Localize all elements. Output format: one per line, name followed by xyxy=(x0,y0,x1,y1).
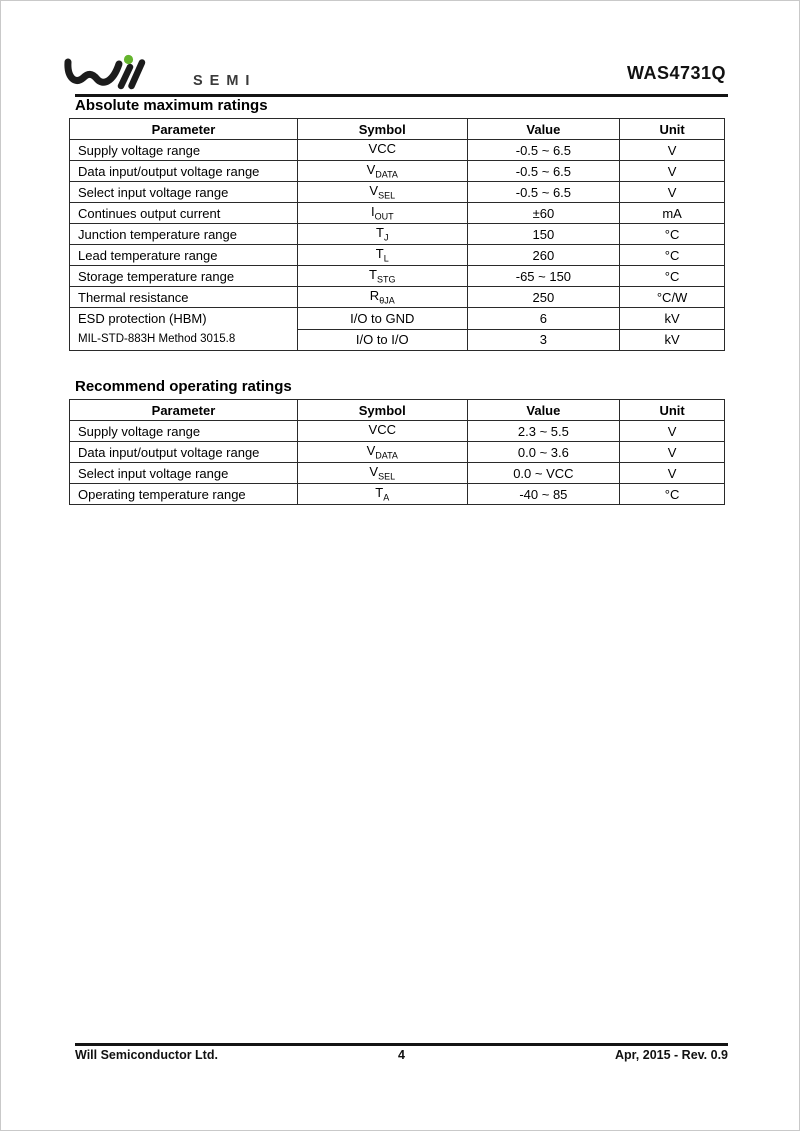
table-row xyxy=(70,442,725,463)
parameter-cell: Data input/output voltage range xyxy=(70,442,298,463)
col-header-symbol: Symbol xyxy=(297,400,467,421)
symbol-cell: I/O to GND xyxy=(297,308,467,330)
absolute-max-ratings-table xyxy=(69,118,725,351)
value-cell: 0.0 ~ VCC xyxy=(467,463,620,484)
symbol-sub: θJA xyxy=(379,295,395,306)
unit-cell: °C xyxy=(620,484,725,505)
symbol-base: T xyxy=(375,246,384,262)
parameter-cell: Supply voltage range xyxy=(70,140,298,161)
table-row xyxy=(70,182,725,203)
parameter-cell: Supply voltage range xyxy=(70,421,298,442)
value-cell: 150 xyxy=(467,224,620,245)
symbol-sub: SEL xyxy=(378,471,396,482)
value-cell: ±60 xyxy=(467,203,620,224)
esd-line1: ESD protection (HBM) xyxy=(78,311,207,326)
symbol-sub: L xyxy=(383,253,389,264)
symbol-base: I xyxy=(370,204,375,220)
symbol-cell xyxy=(297,287,467,308)
parameter-cell: Select input voltage range xyxy=(70,182,298,203)
section-title-absolute: Absolute maximum ratings xyxy=(75,97,268,114)
col-header-parameter: Parameter xyxy=(70,400,298,421)
symbol-cell xyxy=(297,484,467,505)
section-absolute-max-ratings xyxy=(69,97,725,351)
symbol-cell xyxy=(297,463,467,484)
symbol-cell xyxy=(297,224,467,245)
section-recommend-operating-ratings xyxy=(69,378,725,505)
part-number: WAS4731Q xyxy=(626,63,726,83)
parameter-cell: Data input/output voltage range xyxy=(70,161,298,182)
symbol-sub: SEL xyxy=(378,190,396,201)
recommend-operating-ratings-table xyxy=(69,399,725,505)
symbol-base: VCC xyxy=(368,141,396,157)
brand-semi-text: SEMI xyxy=(193,73,257,89)
symbol-base: V xyxy=(366,162,376,178)
col-header-value: Value xyxy=(467,119,620,140)
unit-cell: V xyxy=(620,421,725,442)
value-cell: 6 xyxy=(467,308,620,330)
unit-cell: V xyxy=(620,182,725,203)
parameter-cell: Thermal resistance xyxy=(70,287,298,308)
parameter-cell-esd xyxy=(70,308,298,351)
value-cell: -0.5 ~ 6.5 xyxy=(467,182,620,203)
symbol-cell xyxy=(297,203,467,224)
parameter-cell: Select input voltage range xyxy=(70,463,298,484)
value-cell: -0.5 ~ 6.5 xyxy=(467,161,620,182)
symbol-sub: STG xyxy=(376,274,396,285)
symbol-cell xyxy=(297,140,467,161)
brand-logo xyxy=(63,49,256,91)
col-header-unit: Unit xyxy=(620,119,725,140)
symbol-sub: A xyxy=(383,492,390,503)
table-row xyxy=(70,463,725,484)
value-cell: -40 ~ 85 xyxy=(467,484,620,505)
symbol-sub: J xyxy=(383,232,389,243)
symbol-base: V xyxy=(369,464,379,480)
symbol-cell xyxy=(297,245,467,266)
unit-cell: V xyxy=(620,463,725,484)
value-cell: 2.3 ~ 5.5 xyxy=(467,421,620,442)
value-cell: 3 xyxy=(467,329,620,351)
unit-cell: °C/W xyxy=(620,287,725,308)
table-row xyxy=(70,287,725,308)
col-header-symbol: Symbol xyxy=(297,119,467,140)
table-row xyxy=(70,140,725,161)
unit-cell: V xyxy=(620,140,725,161)
table-header-row xyxy=(70,400,725,421)
unit-cell: kV xyxy=(620,329,725,351)
symbol-cell xyxy=(297,442,467,463)
esd-line2: MIL-STD-883H Method 3015.8 xyxy=(78,333,236,345)
table-row xyxy=(70,245,725,266)
table-row xyxy=(70,203,725,224)
parameter-cell: Storage temperature range xyxy=(70,266,298,287)
table-row xyxy=(70,266,725,287)
symbol-cell xyxy=(297,161,467,182)
value-cell: 250 xyxy=(467,287,620,308)
value-cell: 260 xyxy=(467,245,620,266)
footer-page-number: 4 xyxy=(398,1048,405,1062)
symbol-sub: DATA xyxy=(375,169,398,180)
footer-divider xyxy=(75,1043,728,1046)
symbol-sub: OUT xyxy=(374,211,394,222)
unit-cell: °C xyxy=(620,245,725,266)
symbol-cell xyxy=(297,266,467,287)
symbol-cell: I/O to I/O xyxy=(297,329,467,351)
symbol-sub: DATA xyxy=(375,450,398,461)
symbol-cell xyxy=(297,421,467,442)
symbol-base: T xyxy=(376,225,384,241)
symbol-cell xyxy=(297,182,467,203)
symbol-base: V xyxy=(366,443,376,459)
section-title-recommend: Recommend operating ratings xyxy=(75,378,292,395)
footer-revision: Apr, 2015 - Rev. 0.9 xyxy=(614,1048,728,1062)
table-row-esd-gnd xyxy=(70,308,725,330)
col-header-parameter: Parameter xyxy=(70,119,298,140)
parameter-cell: Lead temperature range xyxy=(70,245,298,266)
unit-cell: °C xyxy=(620,224,725,245)
parameter-cell: Junction temperature range xyxy=(70,224,298,245)
col-header-value: Value xyxy=(467,400,620,421)
value-cell: 0.0 ~ 3.6 xyxy=(467,442,620,463)
symbol-base: T xyxy=(369,267,377,283)
table-header-row xyxy=(70,119,725,140)
table-row xyxy=(70,484,725,505)
table-row xyxy=(70,421,725,442)
will-logo-icon xyxy=(63,53,169,91)
parameter-cell: Continues output current xyxy=(70,203,298,224)
table-row xyxy=(70,224,725,245)
table-row xyxy=(70,161,725,182)
symbol-base: V xyxy=(369,183,379,199)
logo-green-dot xyxy=(124,55,133,64)
symbol-base: VCC xyxy=(368,422,396,438)
unit-cell: V xyxy=(620,442,725,463)
unit-cell: mA xyxy=(620,203,725,224)
unit-cell: V xyxy=(620,161,725,182)
footer-company: Will Semiconductor Ltd. xyxy=(75,1048,218,1062)
unit-cell: °C xyxy=(620,266,725,287)
value-cell: -0.5 ~ 6.5 xyxy=(467,140,620,161)
symbol-base: R xyxy=(369,288,380,304)
symbol-base: T xyxy=(375,485,384,501)
parameter-cell: Operating temperature range xyxy=(70,484,298,505)
unit-cell: kV xyxy=(620,308,725,330)
page-footer xyxy=(75,1048,728,1062)
col-header-unit: Unit xyxy=(620,400,725,421)
value-cell: -65 ~ 150 xyxy=(467,266,620,287)
